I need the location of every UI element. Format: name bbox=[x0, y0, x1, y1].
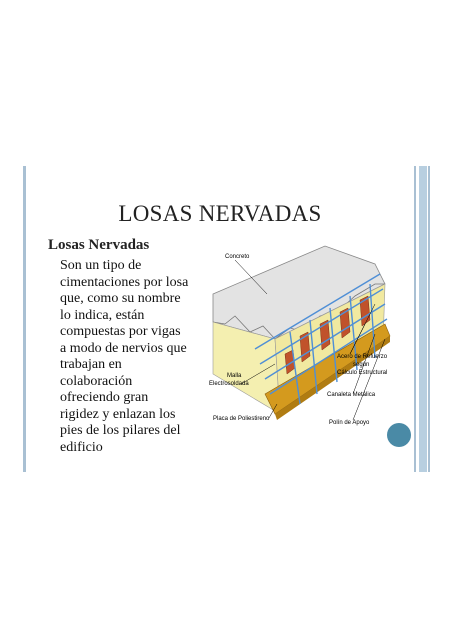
label-malla-2: Electrosoldada bbox=[209, 381, 249, 387]
slide-body-text: Son un tipo de cimentaciones por losa que, como su nombre lo indica, están compuestas por vigas a modo de nervios que trabajan en colaboración ofreciendo gran rigidez y enlazan los pies de los pilares del edificio bbox=[60, 258, 189, 455]
right-accent-bar-thin-outer bbox=[428, 166, 430, 472]
label-acero-1: Acero de Refuerzo bbox=[337, 354, 388, 360]
label-malla-1: Malla bbox=[227, 373, 242, 379]
label-acero-2: según bbox=[353, 362, 370, 368]
label-acero-3: Cálculo Estructural bbox=[337, 370, 388, 376]
label-canaleta: Canaleta Metálica bbox=[327, 392, 376, 398]
label-placa: Placa de Poliestireno bbox=[213, 416, 270, 422]
right-accent-bar-thin bbox=[414, 166, 416, 472]
diagram-svg bbox=[205, 244, 405, 444]
slide-subtitle: Losas Nervadas bbox=[48, 237, 150, 253]
decorative-circle bbox=[387, 423, 411, 447]
left-accent-bar bbox=[23, 166, 26, 472]
waffle-slab-diagram bbox=[205, 244, 405, 448]
label-polin: Polín de Apoyo bbox=[329, 420, 370, 426]
label-concreto: Concreto bbox=[225, 254, 250, 260]
right-accent-bar-wide bbox=[419, 166, 427, 472]
slide-title: LOSAS NERVADAS bbox=[118, 201, 322, 226]
